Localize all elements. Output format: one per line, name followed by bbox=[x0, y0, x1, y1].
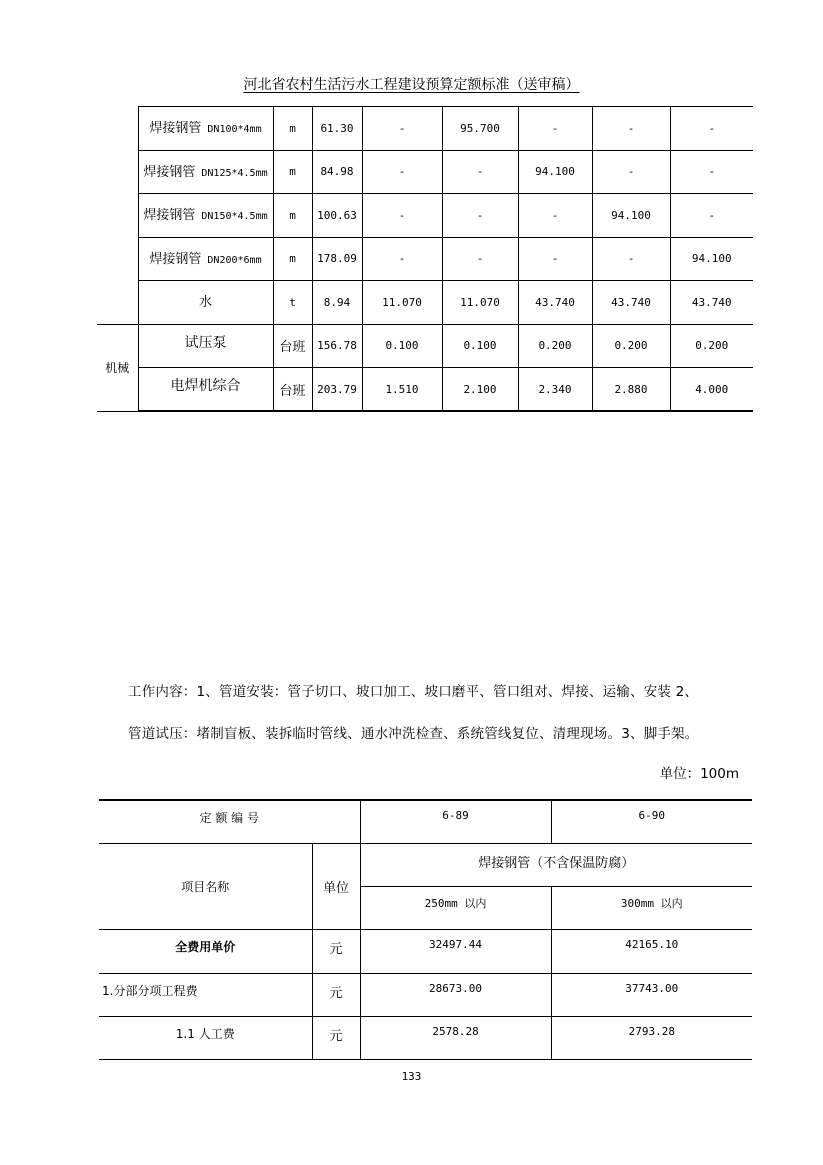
value-cell: 42165.10 bbox=[551, 930, 752, 973]
value-cell: 2.100 bbox=[442, 368, 518, 412]
value-cell: - bbox=[518, 107, 592, 151]
group-header: 焊接钢管（不含保温防腐） bbox=[360, 843, 752, 886]
value-cell: 0.200 bbox=[592, 324, 670, 368]
value-cell: 0.100 bbox=[442, 324, 518, 368]
value-cell: 94.100 bbox=[592, 194, 670, 238]
value-cell: - bbox=[518, 237, 592, 281]
row-name-cell: 1.1 人工费 bbox=[99, 1016, 312, 1059]
value-cell: 2.340 bbox=[518, 368, 592, 412]
category-cell-materials bbox=[97, 107, 138, 325]
item-name-cell: 焊接钢管 DN125*4.5mm bbox=[138, 150, 273, 194]
value-cell: 2578.28 bbox=[360, 1016, 551, 1059]
value-cell: 94.100 bbox=[670, 237, 753, 281]
value-cell: 0.100 bbox=[362, 324, 442, 368]
table-row bbox=[99, 973, 752, 1016]
value-cell: 43.740 bbox=[670, 281, 753, 325]
price-cell: 8.94 bbox=[312, 281, 362, 325]
unit-label: 单位：100m bbox=[659, 766, 739, 782]
item-name-cell: 焊接钢管 DN200*6mm bbox=[138, 237, 273, 281]
price-cell: 178.09 bbox=[312, 237, 362, 281]
unit-cell: 台班 bbox=[273, 324, 312, 368]
value-cell: 32497.44 bbox=[360, 930, 551, 973]
value-cell: 2.880 bbox=[592, 368, 670, 412]
value-cell: - bbox=[518, 194, 592, 238]
value-cell: - bbox=[670, 107, 753, 151]
table-row bbox=[97, 150, 753, 194]
table-row bbox=[97, 194, 753, 238]
value-cell: - bbox=[592, 107, 670, 151]
header-title-text: 河北省农村生活污水工程建设预算定额标准（送审稿） bbox=[243, 77, 580, 93]
value-cell: - bbox=[442, 150, 518, 194]
value-cell: 0.200 bbox=[670, 324, 753, 368]
sub-header-cell: 250mm 以内 bbox=[360, 887, 551, 930]
table-row bbox=[99, 930, 752, 973]
value-cell: - bbox=[592, 150, 670, 194]
value-cell: - bbox=[362, 107, 442, 151]
price-cell: 100.63 bbox=[312, 194, 362, 238]
row-unit-cell: 元 bbox=[312, 1016, 360, 1059]
table-row bbox=[99, 843, 752, 886]
value-cell: - bbox=[362, 237, 442, 281]
table-row bbox=[97, 324, 753, 368]
table-row bbox=[97, 237, 753, 281]
value-cell: - bbox=[592, 237, 670, 281]
value-cell: - bbox=[362, 150, 442, 194]
item-name-header: 项目名称 bbox=[99, 843, 312, 930]
row-name-cell: 全费用单价 bbox=[99, 930, 312, 973]
table-row bbox=[99, 1016, 752, 1059]
unit-cell: m bbox=[273, 150, 312, 194]
row-unit-cell: 元 bbox=[312, 973, 360, 1016]
value-cell: 11.070 bbox=[442, 281, 518, 325]
value-cell: 28673.00 bbox=[360, 973, 551, 1016]
price-cell: 203.79 bbox=[312, 368, 362, 412]
unit-cell: 台班 bbox=[273, 368, 312, 412]
unit-cell: t bbox=[273, 281, 312, 325]
value-cell: 43.740 bbox=[518, 281, 592, 325]
materials-machinery-table bbox=[97, 106, 753, 412]
value-cell: 11.070 bbox=[362, 281, 442, 325]
item-name-cell: 水 bbox=[138, 281, 273, 325]
value-cell: - bbox=[442, 194, 518, 238]
table-row bbox=[97, 368, 753, 412]
work-content-line-2: 管道试压：堵制盲板、装拆临时管线、通水冲洗检查、系统管线复位、清理现场。3、脚手架。 bbox=[128, 726, 699, 742]
value-cell: - bbox=[442, 237, 518, 281]
value-cell: 1.510 bbox=[362, 368, 442, 412]
value-cell: 95.700 bbox=[442, 107, 518, 151]
item-name-cell: 焊接钢管 DN150*4.5mm bbox=[138, 194, 273, 238]
item-name-cell: 试压泵 bbox=[138, 324, 273, 368]
unit-cell: m bbox=[273, 237, 312, 281]
value-cell: 4.000 bbox=[670, 368, 753, 412]
value-cell: 2793.28 bbox=[551, 1016, 752, 1059]
price-cell: 61.30 bbox=[312, 107, 362, 151]
work-content-line-1: 工作内容：1、管道安装：管子切口、坡口加工、坡口磨平、管口组对、焊接、运输、安装 2、 bbox=[128, 684, 699, 700]
price-cell: 156.78 bbox=[312, 324, 362, 368]
quota-table bbox=[99, 799, 752, 1060]
quota-code-cell: 6-90 bbox=[551, 800, 752, 843]
value-cell: 94.100 bbox=[518, 150, 592, 194]
category-cell-machinery: 机械 bbox=[97, 324, 138, 411]
quota-code-cell: 6-89 bbox=[360, 800, 551, 843]
value-cell: 0.200 bbox=[518, 324, 592, 368]
price-cell: 84.98 bbox=[312, 150, 362, 194]
quota-number-label: 定 额 编 号 bbox=[99, 800, 360, 843]
table-row bbox=[99, 800, 752, 843]
value-cell: - bbox=[670, 150, 753, 194]
item-name-cell: 电焊机综合 bbox=[138, 368, 273, 412]
document-header-title bbox=[0, 74, 823, 94]
unit-cell: m bbox=[273, 194, 312, 238]
table-row bbox=[97, 281, 753, 325]
page-number: 133 bbox=[401, 1070, 422, 1083]
unit-header: 单位 bbox=[312, 843, 360, 930]
value-cell: 37743.00 bbox=[551, 973, 752, 1016]
row-unit-cell: 元 bbox=[312, 930, 360, 973]
value-cell: - bbox=[362, 194, 442, 238]
unit-cell: m bbox=[273, 107, 312, 151]
value-cell: - bbox=[670, 194, 753, 238]
value-cell: 43.740 bbox=[592, 281, 670, 325]
sub-header-cell: 300mm 以内 bbox=[551, 887, 752, 930]
table-row bbox=[97, 107, 753, 151]
row-name-cell: 1.分部分项工程费 bbox=[99, 973, 312, 1016]
item-name-cell: 焊接钢管 DN100*4mm bbox=[138, 107, 273, 151]
